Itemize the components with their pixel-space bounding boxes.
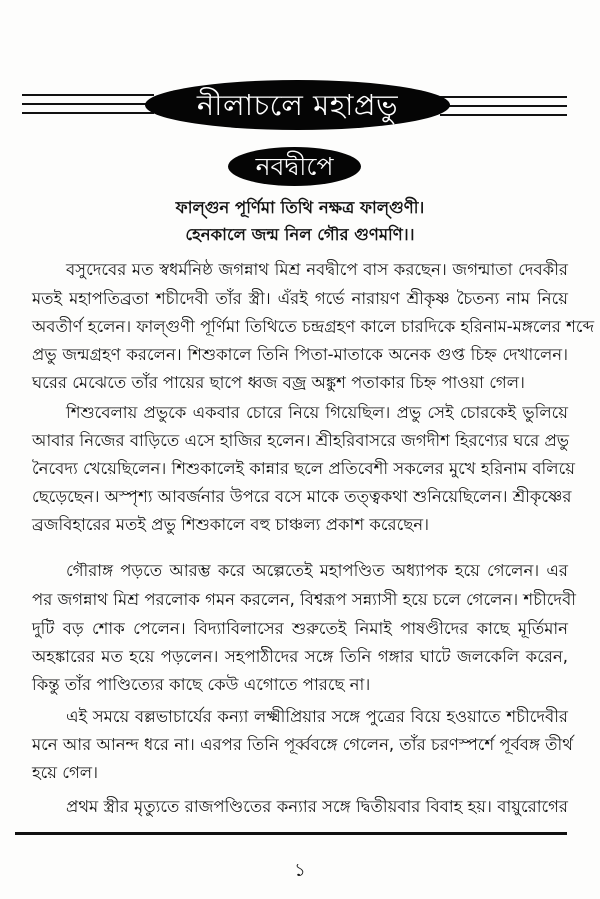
rule-line [22,112,154,114]
rule-line [440,96,567,98]
paragraph-3-line: গৌরাঙ্গ পড়তে আরম্ভ করে অল্পেতেই মহাপণ্ডিত অধ্যাপক হয়ে গেলেন। এর [66,561,568,580]
paragraph-1-line: প্রভু জন্মগ্রহণ করলেন। শিশুকালে তিনি পিতা-মাতাকে অনেক গুপ্ত চিহ্ন দেখালেন। [32,345,568,364]
paragraph-2-line: ছেড়েছেন। অস্পৃশ্য আবর্জনার উপরে বসে মাকে তত্ত্বকথা শুনিয়েছিলেন। শ্রীকৃষ্ণের [32,487,572,506]
rule-line [22,94,154,96]
paragraph-1-line: বসুদেবের মত স্বধর্মনিষ্ঠ জগন্নাথ মিশ্র নবদ্বীপে বাস করছেন। জগন্মাতা দেবকীর [66,260,568,279]
section-title-banner [228,147,361,186]
chapter-title: নীলাচলে মহাপ্রভু [196,87,399,122]
paragraph-2-line: নৈবেদ্য খেয়েছিলেন। শিশুকালেই কান্নার ছলে প্রতিবেশী সকলের মুখে হরিনাম বলিয়ে [32,459,575,478]
paragraph-4-line: হয়ে গেল। [32,763,98,782]
rule-line [22,103,154,105]
paragraph-3-line: অহঙ্কারের মত হয়ে পড়লেন। সহপাঠীদের সঙ্গে তিনি গঙ্গার ঘাটে জলকেলি করেন, [32,647,568,666]
paragraph-4-line: মনে আর আনন্দ ধরে না। এরপর তিনি পূর্ব্ববঙ্গে গেলেন, তাঁর চরণস্পর্শে পূর্ববঙ্গ তীর্থ [32,735,573,754]
paragraph-5-line: প্রথম স্ত্রীর মৃত্যুতে রাজপণ্ডিতের কন্যার সঙ্গে দ্বিতীয়বার বিবাহ হয়। বায়ুরোগের [66,797,568,816]
paragraph-3-line: কিন্তু তাঁর পাণ্ডিত্যের কাছে কেউ এগোতে পারছে না। [32,675,371,694]
paragraph-1-line: অবতীর্ণ হলেন। ফাল্গুণী পূর্ণিমা তিথিতে চন্দ্রগ্রহণ কালে চারদিকে হরিনাম-মঙ্গলের শব্দে [32,317,595,336]
paragraph-4-line: এই সময়ে বল্লভাচার্যের কন্যা লক্ষ্মীপ্রিয়ার সঙ্গে পুত্রের বিয়ে হওয়াতে শচীদেবীর [66,707,568,726]
title-decorative-rules-right [440,96,567,120]
paragraph-2-line: শিশুবেলায় প্রভুকে একবার চোরে নিয়ে গিয়েছিল। প্রভু সেই চোরকেই ভুলিয়ে [66,403,568,422]
paragraph-3-line: দুটি বড় শোক পেলেন। বিদ্যাবিলাসের শুরুতেই নিমাই পাষণ্ডীদের কাছে মূর্তিমান [32,619,568,638]
page-number: ১ [294,860,306,881]
chapter-title-banner [145,80,450,130]
rule-line [440,114,567,116]
paragraph-1-line: মতই মহাপতিব্রতা শচীদেবী তাঁর স্ত্রী। এঁরই গর্ভে নারায়ণ শ্রীকৃষ্ণ চৈতন্য নাম নিয়ে [32,289,568,308]
paragraph-2-line: ব্রজবিহারের মতই প্রভু শিশুকালে বহু চাঞ্চল্য প্রকাশ করেছেন। [32,515,429,534]
footer-rule [15,832,567,835]
title-decorative-rules-left [22,94,154,118]
paragraph-3-line: পর জগন্নাথ মিশ্র পরলোক গমন করলেন, বিশ্বরূপ সন্ন্যাসী হয়ে চলে গেলেন। শচীদেবী [32,590,576,609]
verse-line: হেনকালে জন্ম নিল গৌর গুণমণি।। [185,225,415,244]
paragraph-2-line: আবার নিজের বাড়িতে এসে হাজির হলেন। শ্রীহরিবাসরে জগদীশ হিরণ্যের ঘরে প্রভু [32,431,570,450]
rule-line [440,105,567,107]
verse-line: ফাল্গুন পূর্ণিমা তিথি নক্ষত্র ফাল্গুণী। [175,198,425,217]
section-title: নবদ্বীপে [255,152,334,181]
paragraph-1-line: ঘরের মেঝেতে তাঁর পায়ের ছাপে ধ্বজ বজ্র অঙ্কুশ পতাকার চিহ্ন পাওয়া গেল। [32,373,525,392]
